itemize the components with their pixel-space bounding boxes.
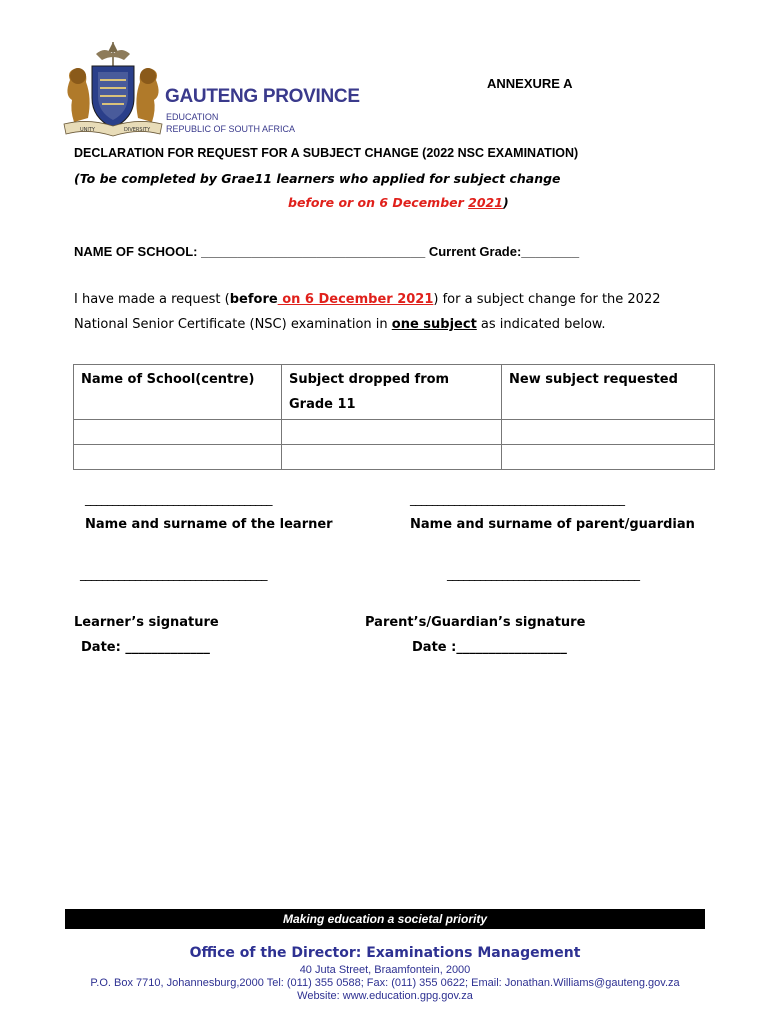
table-cell[interactable]: [282, 420, 502, 445]
declaration-subtitle: (To be completed by Grae11 learners who applied for subject change: [74, 171, 561, 186]
brand-country: REPUBLIC OF SOUTH AFRICA: [166, 124, 296, 134]
deadline-year: 2021: [468, 195, 503, 210]
coat-of-arms-logo: [58, 40, 168, 140]
table-cell[interactable]: [282, 445, 502, 470]
deadline-text: before or on 6 December: [288, 195, 469, 210]
header-school: Name of School(centre): [74, 365, 282, 420]
table-cell[interactable]: [502, 420, 715, 445]
brand-department: EDUCATION: [166, 112, 219, 122]
request-paragraph-line2: National Senior Certificate (NSC) examination in one subject as indicated below.: [74, 317, 606, 332]
footer-website: Website: www.education.gpg.gov.za: [297, 990, 473, 1002]
brand-title: GAUTENG PROVINCE: [165, 86, 360, 107]
learner-date-field[interactable]: Date: _____________: [81, 640, 210, 655]
header-new-subject: New subject requested: [502, 365, 715, 420]
header-subject-dropped: Subject dropped from Grade 11: [282, 365, 502, 420]
learner-signature-label: Learner’s signature: [74, 615, 219, 630]
table-cell[interactable]: [502, 445, 715, 470]
subject-change-table: [73, 364, 715, 470]
footer-address-line2: P.O. Box 7710, Johannesburg,2000 Tel: (011) 355 0588; Fax: (011) 355 0622; Email: Jonathan.Williams@gauteng.gov.za: [90, 977, 680, 989]
table-row: [74, 420, 715, 445]
parent-signature-label: Parent’s/Guardian’s signature: [365, 615, 586, 630]
parent-date-field[interactable]: Date :_________________: [412, 640, 567, 655]
declaration-title: DECLARATION FOR REQUEST FOR A SUBJECT CHANGE (2022 NSC EXAMINATION): [74, 146, 579, 160]
footer-banner: Making education a societal priority: [65, 909, 705, 929]
learner-signature-line[interactable]: __________________________________: [80, 567, 267, 581]
table-header-row: [74, 365, 715, 420]
table-cell[interactable]: [74, 445, 282, 470]
annexure-label: ANNEXURE A: [487, 76, 573, 91]
declaration-deadline: [288, 195, 509, 210]
learner-name-label: Name and surname of the learner: [85, 517, 333, 532]
table-row: [74, 445, 715, 470]
footer-office-title: Office of the Director: Examinations Management: [189, 945, 581, 961]
parent-name-label: Name and surname of parent/guardian: [410, 517, 695, 532]
footer-address-line1: 40 Juta Street, Braamfontein, 2000: [299, 964, 471, 976]
parent-name-line[interactable]: _______________________________________: [410, 492, 625, 506]
table-cell[interactable]: [74, 420, 282, 445]
motto-left: UNITY: [80, 127, 95, 133]
deadline-close: ): [502, 195, 509, 210]
parent-signature-line[interactable]: ___________________________________: [447, 567, 640, 581]
learner-name-line[interactable]: __________________________________: [85, 492, 272, 506]
motto-right: DIVERSITY: [124, 127, 151, 133]
request-paragraph-line1: I have made a request (before on 6 December 2021) for a subject change for the 2022: [74, 292, 661, 307]
school-grade-line[interactable]: NAME OF SCHOOL: _______________________________ Current Grade:________: [74, 244, 580, 259]
